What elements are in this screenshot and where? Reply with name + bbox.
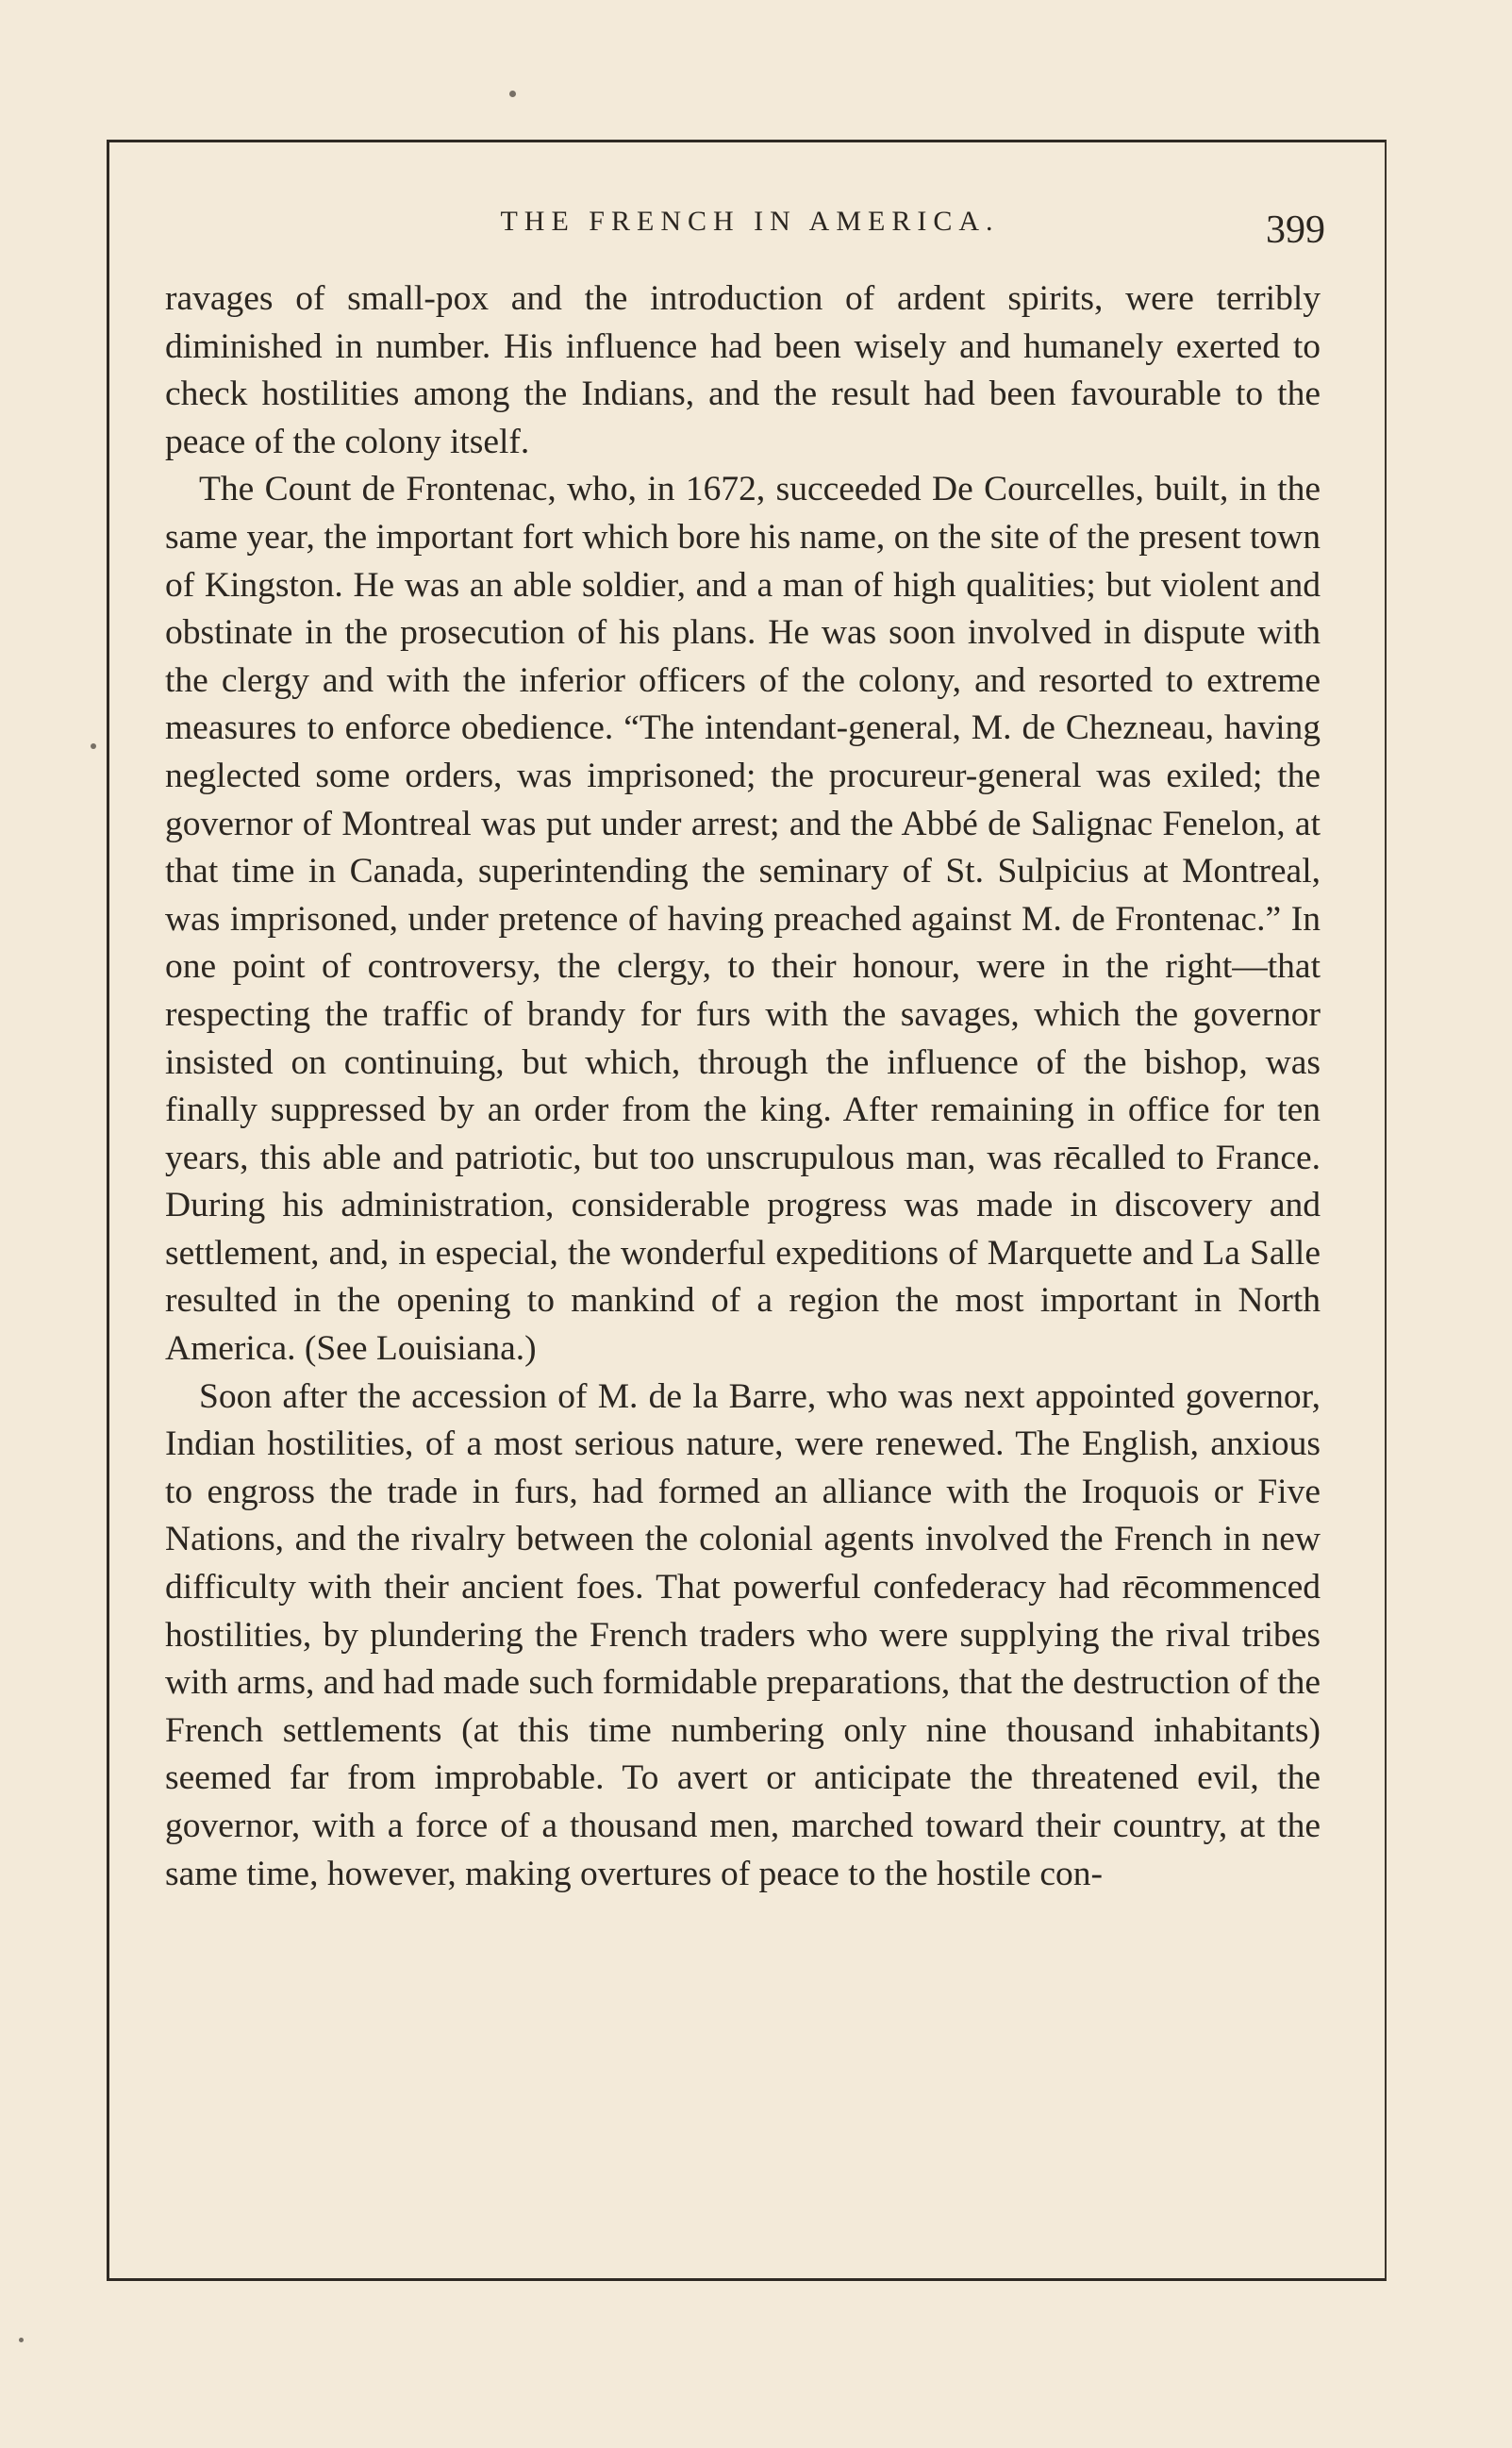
paper-speck-bottom — [19, 2338, 24, 2342]
body-text — [165, 275, 1321, 1898]
paragraph-1: ravages of small-pox and the introduction of ardent spirits, were terribly diminished in number. His influence had been wisely and humanely exerted to check hostilities among the Indians, and the result had been favourable to the peace of the colony itself. — [165, 279, 1321, 461]
paper-speck-left — [91, 743, 96, 749]
paragraph-3: Soon after the accession of M. de la Barre, who was next appointed governor, Indian hostilities, of a most serious nature, were renewed. The English, anxious to engross the trade in furs, had formed an alliance with the Iroquois or Five Nations, and the rivalry between the colonial agents involved the French in new difficulty with their ancient foes. That powerful confederacy had rēcommenced hostilities, by plundering the French traders who were supplying the rival tribes with arms, and had made such formidable preparations, that the destruction of the French settlements (at this time numbering only nine thousand inhabitants) seemed far from improbable. To avert or anticipate the threatened evil, the governor, with a force of a thousand men, marched toward their country, at the same time, however, making overtures of peace to the hostile con- — [165, 1376, 1321, 1893]
running-head — [165, 196, 1335, 262]
paper-speck-top — [509, 91, 516, 97]
paragraph-2: The Count de Frontenac, who, in 1672, succeeded De Courcelles, built, in the same year, the important fort which bore his name, on the site of the present town of Kingston. He was an able soldier, and a man of high qualities; but violent and obstinate in the prosecution of his plans. He was soon involved in dispute with the clergy and with the inferior officers of the colony, and resorted to extreme measures to enforce obedience. “The intendant-general, M. de Chezneau, having neglected some orders, was imprisoned; the procureur-general was exiled; the governor of Montreal was put under arrest; and the Abbé de Salignac Fenelon, at that time in Canada, superintending the seminary of St. Sulpicius at Montreal, was imprisoned, under pretence of having preached against M. de Frontenac.” In one point of controversy, the clergy, to their honour, were in the right—that respecting the traffic of brandy for furs with the savages, which the governor insisted on continuing, but which, through the influence of the bishop, was finally suppressed by an order from the king. After remaining in office for ten years, this able and patriotic, but too unscrupulous man, was rēcalled to France. During his administration, considerable progress was made in discovery and settlement, and, in especial, the wonderful expeditions of Marquette and La Salle resulted in the opening to mankind of a region the most important in North America. (See Louisiana.) — [165, 470, 1321, 1369]
page-number: 399 — [1266, 208, 1325, 252]
running-title: THE FRENCH IN AMERICA. — [500, 206, 1000, 237]
